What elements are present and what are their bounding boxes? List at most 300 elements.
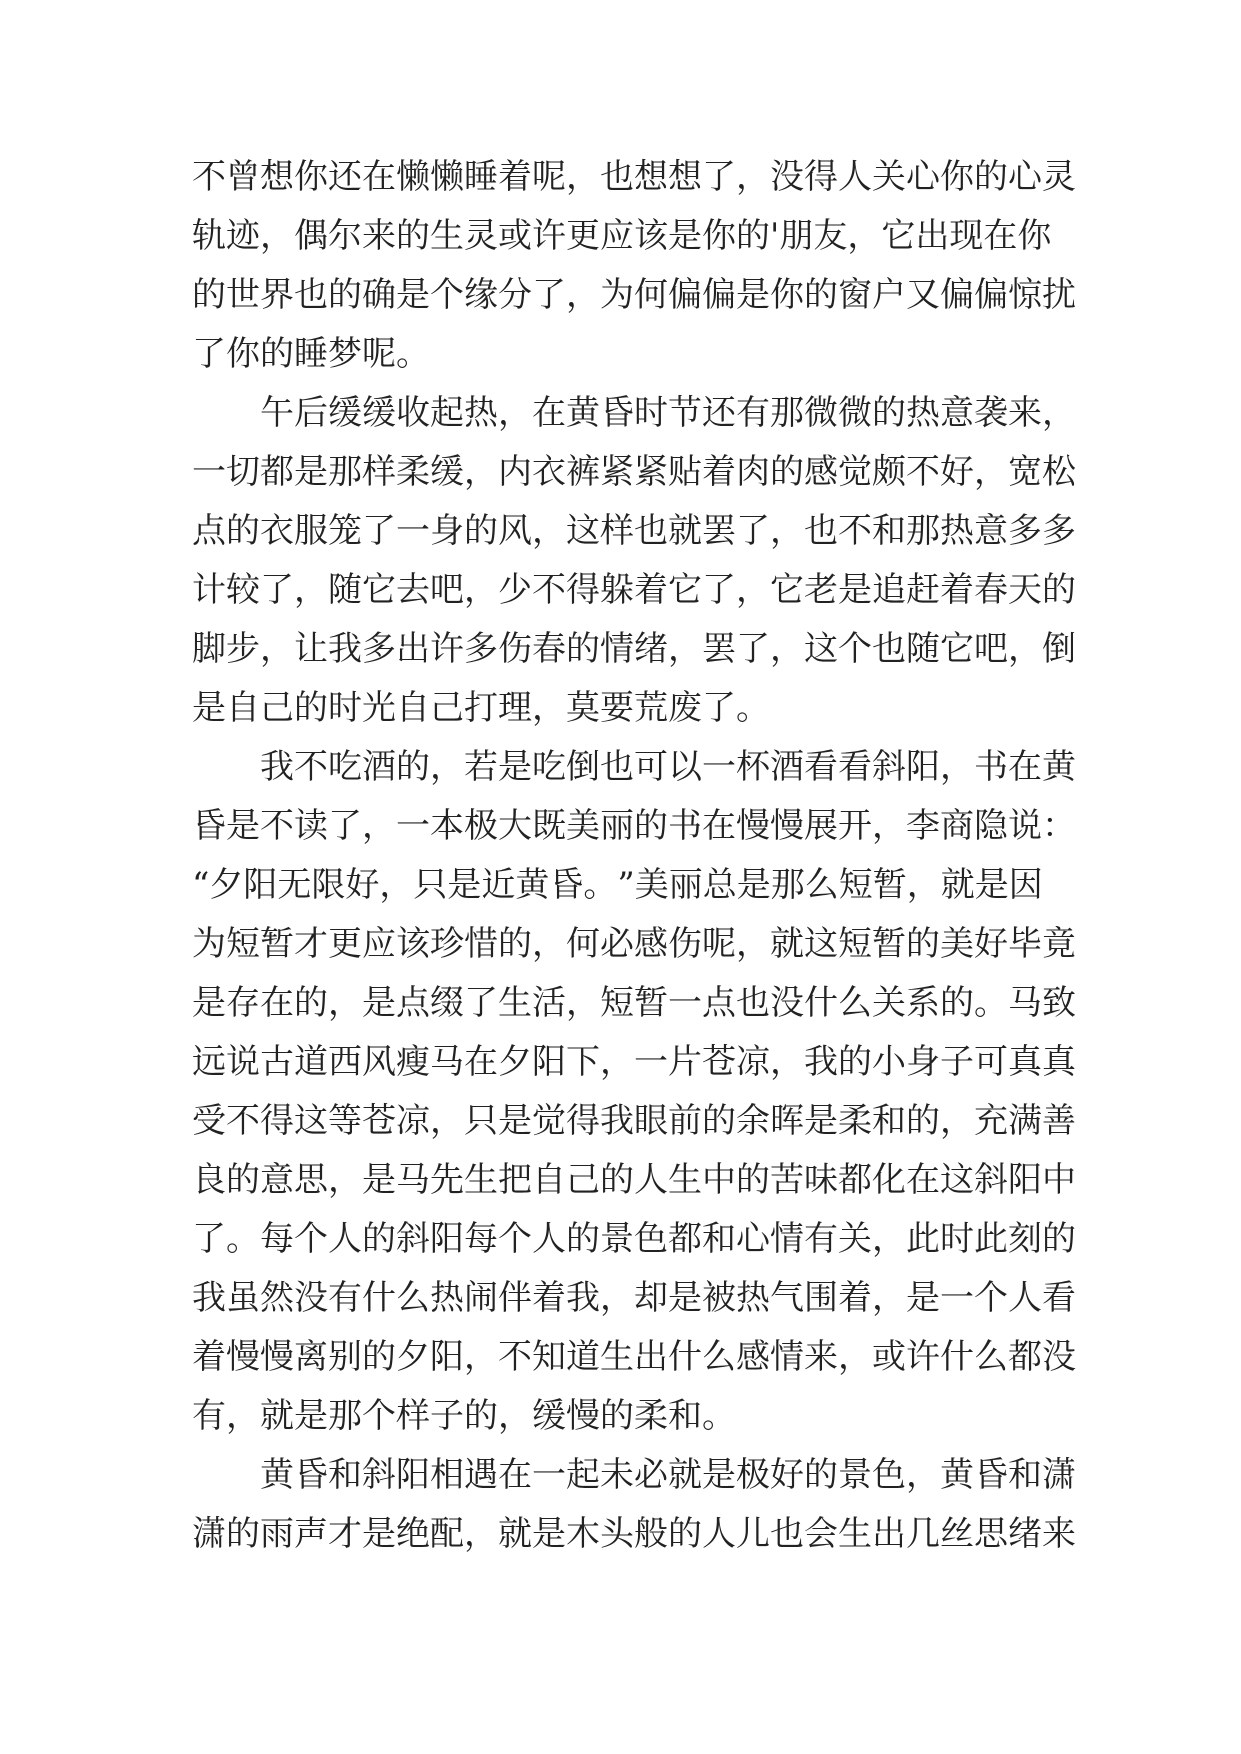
text-line [192, 1151, 1076, 1210]
glyph: 既 [532, 806, 566, 846]
glyph: 懒 [396, 157, 430, 197]
glyph: 看 [838, 747, 872, 787]
glyph: 是 [736, 275, 770, 315]
glyph: 良 [192, 1160, 226, 1200]
glyph: 真 [1042, 1042, 1076, 1082]
glyph: 绪 [1008, 1514, 1042, 1554]
glyph: 是 [294, 452, 328, 492]
glyph: 得 [566, 1101, 600, 1141]
glyph: 以 [668, 747, 702, 787]
glyph: 它 [881, 216, 916, 256]
glyph: 马 [1008, 983, 1042, 1023]
glyph: 昏 [294, 1455, 328, 1495]
glyph: 缓 [430, 452, 464, 492]
glyph: 出 [396, 629, 430, 669]
glyph: 身 [906, 1042, 940, 1082]
text-line [192, 502, 1076, 561]
glyph: 。 [974, 983, 1008, 1023]
glyph: ， [736, 924, 770, 964]
glyph: 点 [396, 983, 430, 1023]
glyph: 缀 [430, 983, 464, 1023]
glyph: 它 [668, 570, 702, 610]
glyph: 和 [702, 1219, 736, 1259]
text-line [192, 797, 1076, 856]
glyph: 想 [260, 157, 294, 197]
glyph: 本 [430, 806, 464, 846]
glyph: 界 [260, 275, 294, 315]
glyph: 该 [396, 924, 430, 964]
glyph: 的 [294, 983, 328, 1023]
glyph: 的 [634, 806, 668, 846]
glyph: 必 [634, 1455, 668, 1495]
glyph: 儿 [736, 1514, 770, 1554]
glyph: 黄 [566, 393, 600, 433]
text-line [192, 1269, 1076, 1328]
glyph: 了 [328, 806, 362, 846]
glyph: 紧 [634, 452, 668, 492]
glyph: 般 [634, 1514, 668, 1554]
glyph: 一 [396, 806, 430, 846]
glyph: 是 [226, 806, 260, 846]
glyph: 了 [532, 275, 566, 315]
glyph: 别 [328, 1337, 362, 1377]
glyph: 黄 [260, 1455, 294, 1495]
glyph: 在 [702, 806, 736, 846]
glyph: 的 [1042, 570, 1076, 610]
glyph: 来 [1008, 393, 1042, 433]
glyph: 情 [600, 629, 634, 669]
glyph: 更 [566, 216, 600, 256]
glyph: 都 [260, 452, 294, 492]
glyph: 景 [838, 1455, 872, 1495]
glyph: 有 [328, 1278, 362, 1318]
body-text [192, 148, 1076, 1564]
glyph: 意 [974, 511, 1008, 551]
glyph: 关 [872, 983, 906, 1023]
glyph: 没 [294, 1278, 328, 1318]
glyph: 你 [940, 157, 974, 197]
glyph: 暂 [260, 924, 294, 964]
glyph: 配 [430, 1514, 464, 1554]
glyph: 先 [430, 1160, 464, 1200]
glyph: 不 [532, 570, 566, 610]
glyph: 缓 [328, 393, 362, 433]
glyph: 说 [226, 1042, 260, 1082]
glyph: 绝 [396, 1514, 430, 1554]
glyph: 倒 [1042, 629, 1076, 669]
glyph: 阳 [906, 747, 940, 787]
glyph: 暂 [872, 865, 907, 905]
glyph: 你 [770, 275, 804, 315]
glyph: 罢 [702, 629, 736, 669]
glyph: 偏 [702, 275, 736, 315]
glyph: 热 [464, 393, 498, 433]
glyph: ， [770, 629, 804, 669]
glyph: 吧 [430, 570, 464, 610]
glyph: 是 [498, 1101, 532, 1141]
glyph: 一 [634, 1042, 668, 1082]
glyph: 在 [532, 393, 566, 433]
glyph: 未 [600, 1455, 634, 1495]
glyph: 惜 [464, 924, 498, 964]
text-line [192, 384, 1076, 443]
glyph: 有 [804, 1219, 838, 1259]
glyph: 黄 [515, 865, 550, 905]
glyph: 酒 [770, 747, 804, 787]
glyph: ， [1008, 629, 1042, 669]
glyph: 的 [396, 216, 430, 256]
glyph: 是 [532, 1514, 566, 1554]
glyph: 不 [226, 1101, 260, 1141]
glyph: 大 [498, 806, 532, 846]
glyph: 宽 [1008, 452, 1042, 492]
glyph: 的 [192, 275, 226, 315]
glyph: 在 [983, 216, 1018, 256]
glyph: 阳 [243, 865, 278, 905]
glyph: 的 [566, 1219, 600, 1259]
glyph: 样 [600, 511, 634, 551]
glyph: 把 [498, 1160, 532, 1200]
glyph: 赶 [906, 570, 940, 610]
glyph: 这 [940, 1160, 974, 1200]
glyph: 一 [940, 1278, 974, 1318]
glyph: 我 [260, 747, 294, 787]
glyph: 丝 [940, 1514, 974, 1554]
glyph: 因 [1008, 865, 1043, 905]
glyph: ， [770, 1042, 804, 1082]
glyph: 毕 [1008, 924, 1042, 964]
glyph: 收 [396, 393, 430, 433]
glyph: 的 [226, 511, 260, 551]
glyph: ， [498, 393, 532, 433]
glyph: 化 [872, 1160, 906, 1200]
glyph: 余 [736, 1101, 770, 1141]
glyph: 就 [668, 1455, 702, 1495]
glyph: 是 [974, 865, 1009, 905]
glyph: ， [940, 1101, 974, 1141]
glyph: 春 [532, 629, 566, 669]
glyph: 。 [583, 865, 618, 905]
glyph: 在 [464, 1042, 498, 1082]
glyph: 偏 [974, 275, 1008, 315]
glyph: 黄 [940, 1455, 974, 1495]
glyph: ， [260, 216, 294, 256]
glyph: 好 [345, 865, 380, 905]
glyph: 现 [949, 216, 984, 256]
glyph: 睡 [464, 157, 498, 197]
glyph: “ [192, 865, 210, 905]
glyph: 也 [736, 983, 770, 1023]
glyph: 多 [464, 629, 498, 669]
glyph: 户 [872, 275, 906, 315]
text-line [192, 561, 1076, 620]
glyph: 前 [668, 1101, 702, 1141]
glyph: 曾 [226, 157, 260, 197]
glyph: 计 [192, 570, 226, 610]
glyph: 是 [702, 1455, 736, 1495]
glyph: 心 [906, 157, 940, 197]
glyph: 春 [974, 570, 1008, 610]
glyph: 短 [838, 865, 873, 905]
glyph: 李 [906, 806, 940, 846]
glyph: 的 [702, 1101, 736, 1141]
glyph: 遇 [464, 1455, 498, 1495]
text-line [192, 207, 1052, 266]
glyph: 情 [770, 1219, 804, 1259]
glyph: 瘦 [396, 1042, 430, 1082]
glyph: 真 [1008, 1042, 1042, 1082]
glyph: 就 [940, 865, 975, 905]
glyph: 色 [872, 1455, 906, 1495]
glyph: 世 [226, 275, 260, 315]
glyph: 灵 [464, 216, 498, 256]
glyph: 么 [838, 983, 872, 1023]
glyph: 满 [1008, 1101, 1042, 1141]
glyph: 是 [906, 1278, 940, 1318]
glyph: 是 [736, 865, 771, 905]
glyph: 美 [566, 806, 600, 846]
glyph: 思 [974, 1514, 1008, 1554]
glyph: 个 [498, 1219, 532, 1259]
glyph: 心 [1008, 157, 1042, 197]
glyph: 慢 [736, 806, 770, 846]
glyph: 和 [1008, 1455, 1042, 1495]
glyph: 何 [566, 924, 600, 964]
glyph: 头 [600, 1514, 634, 1554]
glyph: 倒 [566, 747, 600, 787]
glyph: 裤 [566, 452, 600, 492]
glyph: 意 [940, 393, 974, 433]
glyph: 商 [940, 806, 974, 846]
glyph: 暂 [872, 924, 906, 964]
glyph: 让 [294, 629, 328, 669]
glyph: 热 [906, 393, 940, 433]
glyph: 躲 [600, 570, 634, 610]
glyph: 斜 [974, 1160, 1008, 1200]
glyph: ， [736, 570, 770, 610]
glyph: 近 [481, 865, 516, 905]
glyph: ， [600, 1042, 634, 1082]
glyph: 伤 [498, 629, 532, 669]
glyph: 轨 [192, 216, 226, 256]
glyph: 么 [702, 1337, 736, 1377]
glyph: 许 [906, 1337, 940, 1377]
glyph: 系 [906, 983, 940, 1023]
glyph: 热 [940, 511, 974, 551]
glyph: 热 [430, 1278, 464, 1318]
glyph: 短 [600, 983, 634, 1023]
glyph: 的 [362, 1337, 396, 1377]
glyph: 个 [974, 1278, 1008, 1318]
glyph: 颇 [872, 452, 906, 492]
glyph: 不 [498, 1337, 532, 1377]
glyph: 美 [634, 865, 669, 905]
glyph: 围 [804, 1278, 838, 1318]
glyph: 书 [668, 806, 702, 846]
glyph: 下 [566, 1042, 600, 1082]
glyph: 都 [838, 1160, 872, 1200]
glyph: 才 [294, 924, 328, 964]
glyph: 是 [396, 275, 430, 315]
glyph: 确 [362, 275, 396, 315]
glyph: 的 [974, 157, 1008, 197]
glyph: 无 [277, 865, 312, 905]
glyph: 微 [838, 393, 872, 433]
glyph: 生 [838, 1514, 872, 1554]
glyph: 没 [1042, 1337, 1076, 1377]
glyph: 得 [260, 1101, 294, 1141]
glyph: 好 [974, 924, 1008, 964]
glyph: 在 [362, 157, 396, 197]
glyph: 时 [634, 393, 668, 433]
glyph: 什 [804, 983, 838, 1023]
glyph: 什 [940, 1337, 974, 1377]
glyph: 窗 [838, 275, 872, 315]
glyph: 偶 [294, 216, 328, 256]
glyph: 人 [634, 1160, 668, 1200]
glyph: 存 [226, 983, 260, 1023]
glyph: 阳 [430, 1337, 464, 1377]
glyph: 片 [668, 1042, 702, 1082]
glyph: 了 [260, 570, 294, 610]
glyph: 的 [940, 983, 974, 1023]
glyph: ， [464, 570, 498, 610]
glyph: 好 [770, 1455, 804, 1495]
glyph: ， [464, 452, 498, 492]
glyph: 和 [872, 1101, 906, 1141]
glyph: 看 [1042, 1278, 1076, 1318]
paragraph-3 [192, 738, 1076, 1446]
glyph: 就 [498, 1514, 532, 1554]
glyph: 展 [804, 806, 838, 846]
glyph: 的 [804, 1455, 838, 1495]
glyph: 一 [702, 747, 736, 787]
glyph: 都 [668, 1219, 702, 1259]
glyph: 活 [532, 983, 566, 1023]
glyph: 色 [634, 1219, 668, 1259]
glyph: 中 [1042, 1160, 1076, 1200]
glyph: 是 [804, 1101, 838, 1141]
glyph: 生 [600, 1337, 634, 1377]
glyph: 可 [974, 1042, 1008, 1082]
glyph: 也 [804, 511, 838, 551]
glyph: ， [379, 865, 414, 905]
glyph: 点 [702, 983, 736, 1023]
glyph: 看 [804, 747, 838, 787]
glyph: 缘 [464, 275, 498, 315]
glyph: ， [1042, 393, 1076, 433]
glyph: 可 [634, 747, 668, 787]
glyph: 雨 [260, 1514, 294, 1554]
glyph: 微 [804, 393, 838, 433]
glyph: 竟 [1042, 924, 1076, 964]
glyph: 阳 [1008, 1160, 1042, 1200]
glyph: 马 [430, 1042, 464, 1082]
glyph: 去 [396, 570, 430, 610]
text-line [192, 1446, 1076, 1505]
glyph: 慢 [770, 806, 804, 846]
glyph: ， [906, 865, 941, 905]
glyph: 情 [770, 1337, 804, 1377]
glyph: 它 [362, 570, 396, 610]
glyph: 吃 [532, 747, 566, 787]
glyph: 隐 [974, 806, 1008, 846]
glyph: 只 [464, 1101, 498, 1141]
glyph: 都 [1008, 1337, 1042, 1377]
glyph: 斜 [872, 747, 906, 787]
glyph: 阳 [430, 1219, 464, 1259]
glyph: 吃 [328, 747, 362, 787]
glyph: 那 [906, 511, 940, 551]
glyph: 潇 [192, 1514, 226, 1554]
glyph: 个 [430, 275, 464, 315]
glyph: 却 [634, 1278, 668, 1318]
glyph: 多 [1008, 511, 1042, 551]
glyph: 的 [226, 1160, 260, 1200]
glyph: 黄 [1042, 747, 1076, 787]
glyph: 昏 [549, 865, 584, 905]
glyph: 夕 [396, 1337, 430, 1377]
glyph: 还 [328, 157, 362, 197]
glyph: 它 [770, 570, 804, 610]
glyph: 每 [260, 1219, 294, 1259]
glyph: ， [668, 629, 702, 669]
glyph: ， [600, 1278, 634, 1318]
glyph: 或 [872, 1337, 906, 1377]
glyph: 迹 [226, 216, 260, 256]
text-line: 是自己的时光自己打理，莫要荒废了。 [192, 688, 770, 728]
glyph: 不 [906, 452, 940, 492]
glyph: 苍 [702, 1042, 736, 1082]
glyph: 许 [532, 216, 566, 256]
glyph: 袭 [974, 393, 1008, 433]
glyph: 样 [362, 452, 396, 492]
glyph: 一 [192, 452, 226, 492]
glyph: 罢 [702, 511, 736, 551]
glyph: 柔 [396, 452, 430, 492]
glyph: 何 [634, 275, 668, 315]
glyph: 点 [192, 511, 226, 551]
glyph: 衣 [532, 452, 566, 492]
glyph: 意 [260, 1160, 294, 1200]
glyph: 的 [668, 1514, 702, 1554]
glyph: ， [430, 1101, 464, 1141]
text-line [192, 974, 1076, 1033]
glyph: ， [566, 157, 600, 197]
glyph: 什 [362, 1278, 396, 1318]
glyph: 得 [566, 570, 600, 610]
glyph: 天 [1008, 570, 1042, 610]
glyph: 呢 [532, 157, 566, 197]
glyph: 西 [328, 1042, 362, 1082]
glyph: 必 [600, 924, 634, 964]
glyph: 有 [736, 393, 770, 433]
glyph: 我 [192, 1278, 226, 1318]
paragraph-1 [192, 148, 1076, 384]
glyph: 也 [600, 157, 634, 197]
glyph: 的 [226, 1514, 260, 1554]
glyph: 只 [413, 865, 448, 905]
glyph: 珍 [430, 924, 464, 964]
glyph: 应 [362, 924, 396, 964]
glyph: 觉 [532, 1101, 566, 1141]
glyph: 声 [294, 1514, 328, 1554]
glyph: 人 [1008, 1278, 1042, 1318]
glyph: 潇 [1042, 1455, 1076, 1495]
glyph: 。 [226, 1219, 260, 1259]
glyph: 阳 [532, 1042, 566, 1082]
glyph: 慢 [226, 1337, 260, 1377]
